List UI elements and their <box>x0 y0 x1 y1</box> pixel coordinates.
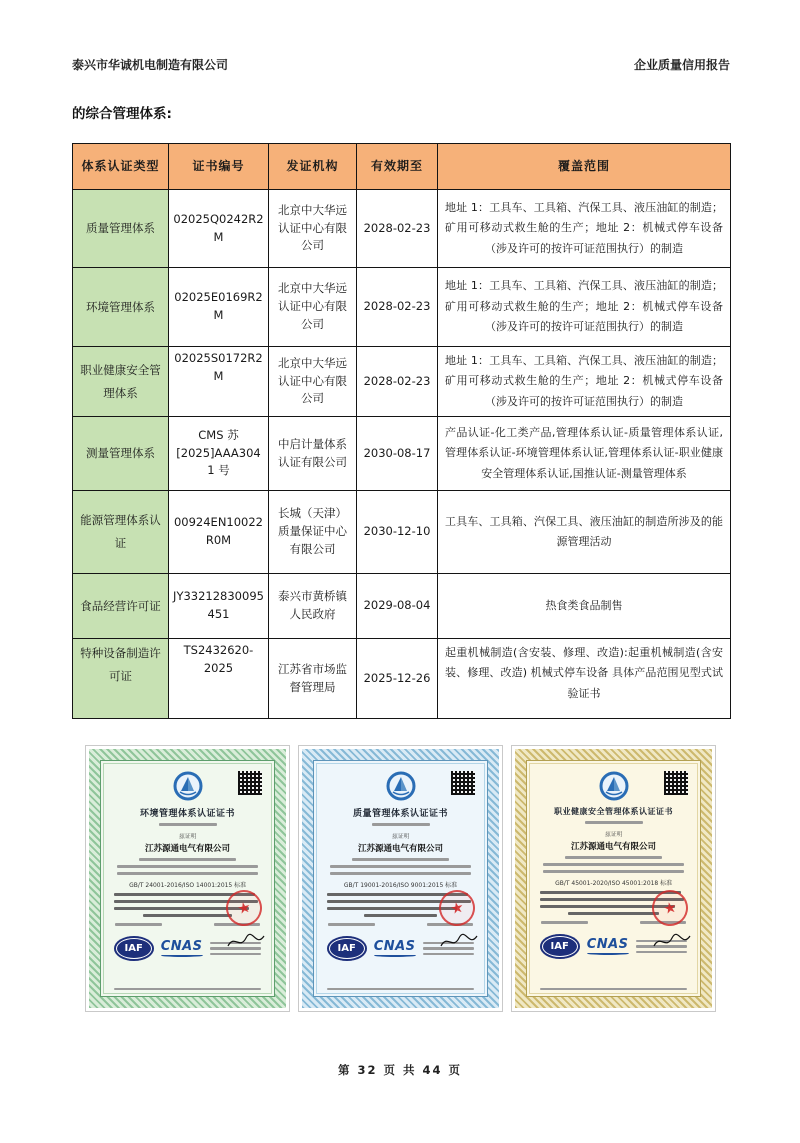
cell-scope: 工具车、工具箱、汽保工具、液压油缸的制造所涉及的能源管理活动 <box>438 491 731 574</box>
table-row <box>73 268 731 347</box>
qr-code-icon <box>451 771 475 795</box>
cell-valid-until: 2028-02-23 <box>357 268 438 347</box>
address-line <box>117 872 258 875</box>
address-line <box>117 865 258 868</box>
cell-type: 环境管理体系 <box>73 268 169 347</box>
certificate-title: 质量管理体系认证证书 <box>352 809 448 819</box>
certified-company-name: 江苏源通电气有限公司 <box>570 842 656 852</box>
certificate-border-frame <box>302 749 499 1008</box>
qr-code-icon <box>238 771 262 795</box>
cell-cert-no: 02025S0172R2M <box>169 347 269 417</box>
cell-type: 职业健康安全管理体系 <box>73 347 169 417</box>
iaf-logo: IAF <box>327 936 367 961</box>
cell-type: 食品经营许可证 <box>73 574 169 639</box>
signature-icon <box>226 930 266 952</box>
page-number: 第 32 页 共 44 页 <box>337 1063 463 1077</box>
cell-cert-no: 00924EN10022R0M <box>169 491 269 574</box>
cell-scope: 起重机械制造(含安装、修理、改造):起重机械制造(含安装、修理、改造) 机械式停车设备 具体产品范围见型式试验证书 <box>438 639 731 719</box>
certifier-emblem-icon <box>173 771 203 801</box>
standard-designation: GB/T 24001-2016/ISO 14001:2015 标准 <box>128 881 247 889</box>
cell-valid-until: 2028-02-23 <box>357 190 438 268</box>
certificate-number-line <box>372 823 430 826</box>
red-seal-icon: ★ <box>436 887 479 930</box>
table-row <box>73 491 731 574</box>
document-header <box>72 56 730 73</box>
section-intro: 的综合管理体系: <box>72 106 172 122</box>
address-line <box>543 863 684 866</box>
cell-cert-no: JY33212830095451 <box>169 574 269 639</box>
address-line <box>352 858 449 861</box>
address-line <box>543 870 684 873</box>
certificate-number-line <box>159 823 217 826</box>
iaf-logo: IAF <box>114 936 154 961</box>
cell-type: 能源管理体系认证 <box>73 491 169 574</box>
col-header-type: 体系认证类型 <box>73 144 169 190</box>
cell-issuer: 北京中大华远认证中心有限公司 <box>269 190 357 268</box>
certified-company-name: 江苏源通电气有限公司 <box>144 844 230 854</box>
cell-cert-no: 02025E0169R2M <box>169 268 269 347</box>
certificate-number-line <box>585 821 643 824</box>
cell-cert-no: 02025Q0242R2M <box>169 190 269 268</box>
col-header-scope: 覆盖范围 <box>438 144 731 190</box>
cell-scope: 地址 1：工具车、工具箱、汽保工具、液压油缸的制造；矿用可移动式救生舱的生产；地址 2：机械式停车设备（涉及许可的按许可证范围执行）的制造 <box>438 190 731 268</box>
cell-issuer: 长城（天津）质量保证中心有限公司 <box>269 491 357 574</box>
prove-label: 兹证明 <box>391 832 410 840</box>
certificate-ohs <box>511 745 716 1012</box>
col-header-cert-no: 证书编号 <box>169 144 269 190</box>
cell-issuer: 北京中大华远认证中心有限公司 <box>269 347 357 417</box>
cnas-logo: CNAS <box>587 938 629 955</box>
cell-type: 特种设备制造许可证 <box>73 639 169 719</box>
company-name-header: 泰兴市华诚机电制造有限公司 <box>72 58 229 72</box>
certificate-quality <box>298 745 503 1012</box>
cell-valid-until: 2028-02-23 <box>357 347 438 417</box>
standard-designation: GB/T 19001-2016/ISO 9001:2015 标准 <box>343 881 458 889</box>
iaf-logo: IAF <box>540 934 580 959</box>
table-row <box>73 190 731 268</box>
prove-label: 兹证明 <box>604 830 623 838</box>
table-header-row <box>73 144 731 190</box>
prove-label: 兹证明 <box>178 832 197 840</box>
cell-scope: 热食类食品制售 <box>438 574 731 639</box>
red-seal-icon: ★ <box>223 887 266 930</box>
cell-valid-until: 2030-08-17 <box>357 417 438 491</box>
signature-icon <box>439 930 479 952</box>
cell-cert-no: CMS 苏[2025]AAA3041 号 <box>169 417 269 491</box>
standard-designation: GB/T 45001-2020/ISO 45001:2018 标准 <box>554 879 673 887</box>
certification-table <box>72 143 731 719</box>
certificate-images-row <box>85 745 709 1012</box>
col-header-issuer: 发证机构 <box>269 144 357 190</box>
cell-issuer: 泰兴市黄桥镇人民政府 <box>269 574 357 639</box>
cell-scope: 产品认证-化工类产品,管理体系认证-质量管理体系认证,管理体系认证-环境管理体系认证,管理体系认证-职业健康安全管理体系认证,国推认证-测量管理体系 <box>438 417 731 491</box>
cell-valid-until: 2029-08-04 <box>357 574 438 639</box>
cell-issuer: 中启计量体系认证有限公司 <box>269 417 357 491</box>
cell-cert-no: TS2432620-2025 <box>169 639 269 719</box>
table-row <box>73 417 731 491</box>
cell-issuer: 北京中大华远认证中心有限公司 <box>269 268 357 347</box>
table-row <box>73 347 731 417</box>
cell-scope: 地址 1：工具车、工具箱、汽保工具、液压油缸的制造；矿用可移动式救生舱的生产；地址 2：机械式停车设备（涉及许可的按许可证范围执行）的制造 <box>438 268 731 347</box>
cnas-logo: CNAS <box>161 940 203 957</box>
report-title-header: 企业质量信用报告 <box>633 58 730 72</box>
cnas-logo: CNAS <box>374 940 416 957</box>
certificate-footer-line <box>114 984 262 991</box>
certifier-emblem-icon <box>599 771 629 801</box>
address-line <box>139 858 236 861</box>
address-line <box>330 865 471 868</box>
certified-company-name: 江苏源通电气有限公司 <box>357 844 443 854</box>
signature-icon <box>652 930 692 952</box>
qr-code-icon <box>664 771 688 795</box>
col-header-valid-until: 有效期至 <box>357 144 438 190</box>
cell-type: 测量管理体系 <box>73 417 169 491</box>
table-row <box>73 574 731 639</box>
cell-valid-until: 2025-12-26 <box>357 639 438 719</box>
certificate-environment <box>85 745 290 1012</box>
cell-issuer: 江苏省市场监督管理局 <box>269 639 357 719</box>
address-line <box>565 856 662 859</box>
address-line <box>330 872 471 875</box>
certificate-title: 环境管理体系认证证书 <box>139 809 235 819</box>
certificate-footer-line <box>540 984 688 991</box>
certificate-title: 职业健康安全管理体系认证证书 <box>554 807 673 816</box>
certificate-border-frame <box>89 749 286 1008</box>
certificate-border-frame <box>515 749 712 1008</box>
certificate-footer-line <box>327 984 475 991</box>
cell-valid-until: 2030-12-10 <box>357 491 438 574</box>
cell-scope: 地址 1：工具车、工具箱、汽保工具、液压油缸的制造；矿用可移动式救生舱的生产；地址 2：机械式停车设备（涉及许可的按许可证范围执行）的制造 <box>438 347 731 417</box>
cell-type: 质量管理体系 <box>73 190 169 268</box>
red-seal-icon: ★ <box>649 887 692 930</box>
table-row <box>73 639 731 719</box>
certifier-emblem-icon <box>386 771 416 801</box>
